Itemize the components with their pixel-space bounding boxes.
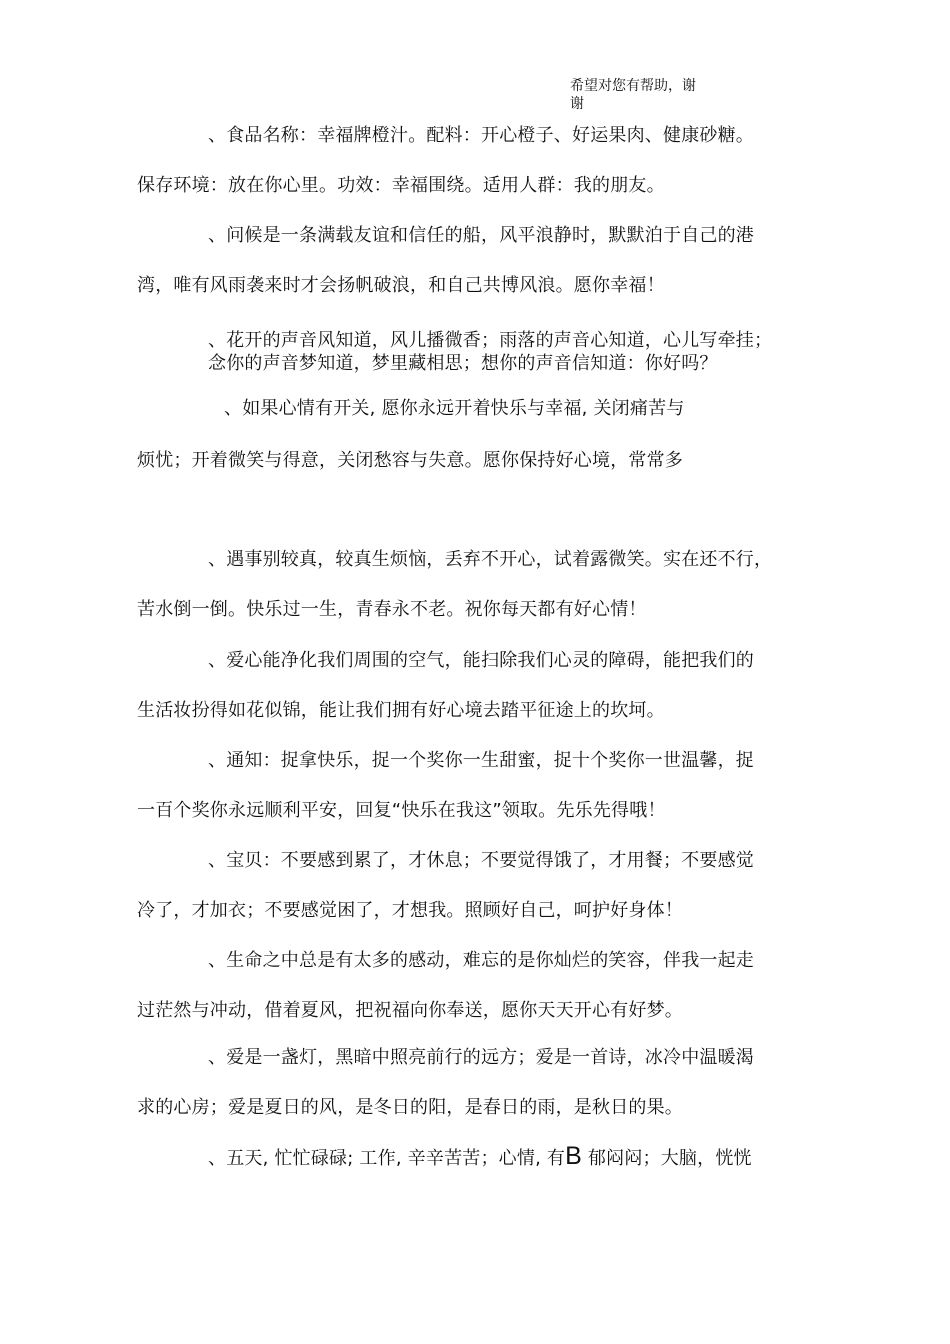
header-note-line-2: 谢 [570, 96, 584, 112]
paragraph-6-line-2: 生活妆扮得如花似锦，能让我们拥有好心境去踏平征途上的坎坷。 [137, 700, 665, 721]
paragraph-9-line-2: 过茫然与冲动，借着夏风，把祝福向你奉送，愿你天天开心有好梦。 [137, 1000, 683, 1021]
paragraph-3-line-2: 念你的声音梦知道，梦里藏相思；想你的声音信知道：你好吗？ [208, 353, 718, 374]
paragraph-8-line-1: 、宝贝：不要感到累了，才休息；不要觉得饿了，才用餐；不要感觉 [208, 850, 754, 871]
paragraph-1-line-1: 、食品名称：幸福牌橙汁。配料：开心橙子、好运果肉、健康砂糖。 [208, 125, 754, 146]
paragraph-2-line-1: 、问候是一条满载友谊和信任的船，风平浪静时，默默泊于自己的港 [208, 225, 754, 246]
header-note-line-1: 希望对您有帮助，谢 [570, 78, 696, 94]
header-note [570, 77, 720, 113]
paragraph-8-line-2: 冷了，才加衣；不要感觉困了，才想我。照顾好自己，呵护好身体！ [137, 900, 683, 921]
paragraph-1-line-2: 保存环境：放在你心里。功效：幸福围绕。适用人群：我的朋友。 [137, 175, 665, 196]
paragraph-4-line-1: 、如果心情有开关, 愿你永远开着快乐与幸福, 关闭痛苦与 [224, 398, 685, 419]
paragraph-2-line-2: 湾，唯有风雨袭来时才会扬帆破浪，和自己共博风浪。愿你幸福！ [137, 275, 665, 296]
paragraph-10-line-1: 、爱是一盏灯，黑暗中照亮前行的远方；爱是一首诗，冰冷中温暖渴 [208, 1047, 754, 1068]
paragraph-5-line-1: 、遇事别较真，较真生烦恼，丢弃不开心，试着露微笑。实在还不行， [208, 549, 773, 570]
paragraph-5-line-2: 苦水倒一倒。快乐过一生，青春永不老。祝你每天都有好心情！ [137, 599, 647, 620]
paragraph-7-line-2: 一百个奖你永远顺利平安，回复“快乐在我这”领取。先乐先得哦！ [137, 800, 666, 821]
paragraph-11-big-letter: B [565, 1142, 582, 1170]
paragraph-7-line-1: 、通知：捉拿快乐，捉一个奖你一生甜蜜，捉十个奖你一世温馨，捉 [208, 750, 754, 771]
paragraph-11-text-a: 、五天, 忙忙碌碌; 工作, 辛辛苦苦；心情, 有 [208, 1148, 566, 1169]
paragraph-9-line-1: 、生命之中总是有太多的感动，难忘的是你灿烂的笑容，伴我一起走 [208, 950, 754, 971]
paragraph-4-line-2: 烦忧；开着微笑与得意，关闭愁容与失意。愿你保持好心境，常常多 [137, 450, 683, 471]
paragraph-11-text-b: 郁闷闷；大脑，恍恍 [582, 1148, 752, 1169]
paragraph-10-line-2: 求的心房；爱是夏日的风，是冬日的阳，是春日的雨，是秋日的果。 [137, 1097, 683, 1118]
paragraph-11-line-1 [208, 1144, 752, 1171]
paragraph-6-line-1: 、爱心能净化我们周围的空气，能扫除我们心灵的障碍，能把我们的 [208, 650, 754, 671]
paragraph-3-line-1: 、花开的声音风知道，风儿播微香；雨落的声音心知道，心儿写牵挂； [208, 330, 773, 351]
